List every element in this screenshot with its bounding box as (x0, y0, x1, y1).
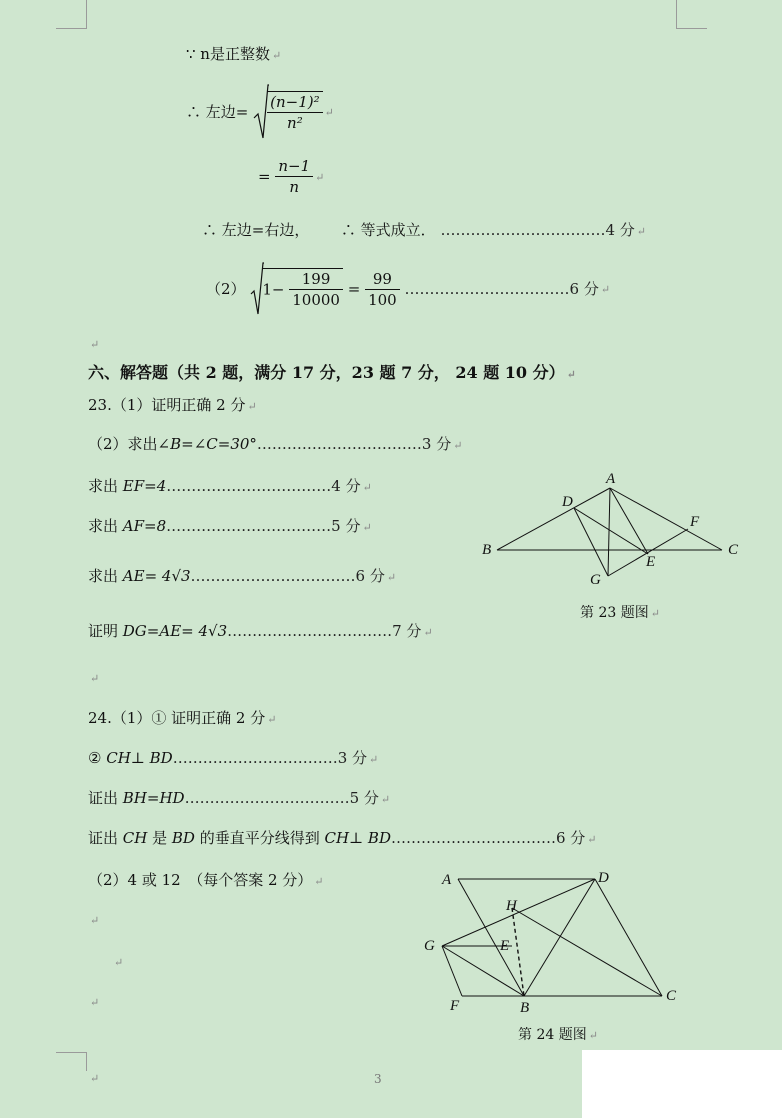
text-n-integer: ∵ n是正整数 (186, 45, 270, 63)
paragraph-mark: ↵ (315, 170, 325, 184)
figure-24-parallelogram (420, 866, 690, 1016)
paragraph-mark: ↵ (566, 368, 576, 381)
paragraph-mark: ↵ (588, 1029, 598, 1042)
figure-24-caption-text: 第 24 题图 (518, 1027, 587, 1043)
q23-af-prefix: 求出 (88, 517, 123, 535)
score-4: ……………………………4 分 (440, 221, 635, 239)
q24-is: 是 (147, 829, 172, 847)
q24-ch-perp-bd: CH⊥ BD (106, 749, 173, 767)
q23-ef-prefix: 求出 (88, 477, 123, 495)
fraction-n-minus-1-over-n (275, 156, 313, 197)
q23-part1 (88, 395, 257, 417)
q23-ae-value: AE= 4√3 (122, 567, 191, 585)
q24-part2 (88, 870, 324, 892)
q23-part2-prefix: （2）求出 (88, 435, 158, 453)
q24-bd: BD (171, 829, 195, 847)
equals-sign: = (258, 167, 271, 186)
q23-dg (88, 621, 433, 643)
paragraph-mark: ↵ (423, 626, 433, 639)
paragraph-mark: ↵ (114, 956, 124, 969)
page-number: 3 (374, 1072, 382, 1086)
q24-perp-prefix: 证出 (88, 829, 123, 847)
paragraph-mark: ↵ (453, 439, 463, 452)
q23-dg-value: DG=AE= 4√3 (122, 622, 228, 640)
score-5: ……………………………5 分 (166, 517, 361, 535)
q23-part2 (88, 434, 462, 456)
equals-sign: = (347, 280, 361, 298)
line-lhs-equals-rhs (202, 220, 646, 242)
paragraph-mark: ↵ (362, 481, 372, 494)
q24-circled-2: ② (88, 749, 107, 767)
paragraph-mark: ↵ (369, 753, 379, 766)
paragraph-mark: ↵ (362, 521, 372, 534)
score-3: ……………………………3 分 (256, 435, 452, 453)
corner-mark-top-left (56, 0, 87, 29)
text-one-minus: 1− (262, 280, 285, 299)
q24-ch-perp-bd-2: CH⊥ BD (324, 829, 391, 847)
q24-perp-text: 的垂直平分线得到 (194, 829, 325, 847)
paragraph-mark: ↵ (247, 400, 257, 413)
q23-ae (88, 566, 396, 588)
paragraph-mark: ↵ (600, 283, 611, 296)
fraction-199-over-10000 (289, 269, 343, 310)
score-6: ……………………………6 分 (390, 829, 586, 847)
figure-23-caption (580, 602, 660, 622)
fig24-label-c: C (666, 988, 677, 1004)
q24-part1-text: 24.（1）① 证明正确 2 分 (88, 709, 266, 727)
fig24-label-f: F (450, 998, 460, 1014)
paragraph-mark: ↵ (90, 338, 100, 351)
line-lhs-sqrt (186, 84, 334, 140)
fig23-label-e: E (646, 554, 656, 570)
paragraph-mark: ↵ (650, 607, 660, 620)
fig23-label-b: B (482, 542, 492, 558)
denominator: 100 (368, 290, 397, 309)
fraction-99-over-100 (365, 269, 400, 310)
paragraph-mark: ↵ (271, 49, 282, 62)
numerator: n−1 (275, 156, 313, 177)
score-6: ……………………………6 分 (404, 280, 599, 298)
q23-ef-value: EF=4 (122, 477, 167, 495)
q24-ch: CH (122, 829, 148, 847)
text-equation-holds: ∴ 等式成立． (340, 221, 436, 239)
fig23-label-a: A (606, 471, 616, 487)
corner-mark-top-right (676, 0, 707, 29)
line-equals-fraction (258, 156, 324, 197)
q23-part1-text: 23.（1）证明正确 2 分 (88, 396, 246, 414)
figure-24-caption (518, 1024, 598, 1044)
q24-perp-bisector (88, 828, 597, 850)
q24-ch-perp (88, 748, 378, 770)
denominator: n² (287, 114, 303, 132)
q24-part1 (88, 708, 276, 730)
fig24-label-a: A (442, 872, 452, 888)
section-heading-text: 六、解答题（共 2 题，满分 17 分，23 题 7 分， 24 题 10 分） (88, 363, 565, 382)
paragraph-mark: ↵ (587, 833, 597, 846)
fig24-label-e: E (500, 938, 510, 954)
paragraph-mark: ↵ (324, 106, 334, 119)
q23-dg-prefix: 证明 (88, 622, 123, 640)
q23-af-value: AF=8 (122, 517, 167, 535)
line-part-2-result (206, 262, 610, 316)
denominator: 10000 (292, 291, 340, 309)
paragraph-mark: ↵ (314, 875, 324, 888)
fig24-label-d: D (598, 870, 609, 886)
denominator: n (289, 178, 300, 196)
fraction-n-minus-1-sq-over-n-sq (267, 92, 323, 133)
q23-ae-prefix: 求出 (88, 567, 123, 585)
paragraph-mark: ↵ (90, 1072, 100, 1085)
q24-part2-text: （2）4 或 12 （每个答案 2 分） (88, 871, 313, 889)
score-6: ……………………………6 分 (190, 567, 385, 585)
paragraph-mark: ↵ (267, 713, 277, 726)
score-7: ……………………………7 分 (227, 622, 422, 640)
corner-mark-bottom-left (56, 1052, 87, 1071)
q23-angles: ∠B=∠C=30° (157, 435, 257, 453)
fig23-label-g: G (590, 572, 601, 588)
line-n-positive-integer (186, 44, 281, 66)
q24-bh-prefix: 证出 (88, 789, 123, 807)
section-heading (88, 360, 576, 383)
fig23-label-c: C (728, 542, 739, 558)
fig23-label-d: D (562, 494, 573, 510)
paragraph-mark: ↵ (90, 914, 100, 927)
paragraph-mark: ↵ (380, 793, 391, 806)
numerator: 99 (365, 269, 400, 290)
figure-23-caption-text: 第 23 题图 (580, 605, 649, 621)
score-4: ……………………………4 分 (166, 477, 361, 495)
fig24-label-h: H (506, 898, 517, 914)
paragraph-mark: ↵ (386, 571, 397, 584)
paragraph-mark: ↵ (90, 672, 100, 685)
fig23-label-f: F (690, 514, 700, 530)
paragraph-mark: ↵ (636, 225, 646, 238)
part-2-label: （2） (206, 280, 246, 298)
q23-af (88, 516, 372, 538)
score-5: ……………………………5 分 (184, 789, 379, 807)
fig24-label-g: G (424, 938, 435, 954)
white-overlay-block (582, 1050, 782, 1118)
text-lhs-eq-rhs: ∴ 左边=右边， (202, 221, 310, 239)
numerator: (n−1)² (267, 92, 323, 113)
paragraph-mark: ↵ (90, 996, 100, 1009)
numerator: 199 (289, 269, 343, 290)
text-lhs: ∴ 左边= (186, 103, 249, 121)
q23-ef (88, 476, 372, 498)
score-3: ……………………………3 分 (172, 749, 368, 767)
fig24-label-b: B (520, 1000, 530, 1016)
figure-23-triangle (470, 466, 750, 596)
q24-bh-value: BH=HD (122, 789, 185, 807)
q24-bh-hd (88, 788, 390, 810)
